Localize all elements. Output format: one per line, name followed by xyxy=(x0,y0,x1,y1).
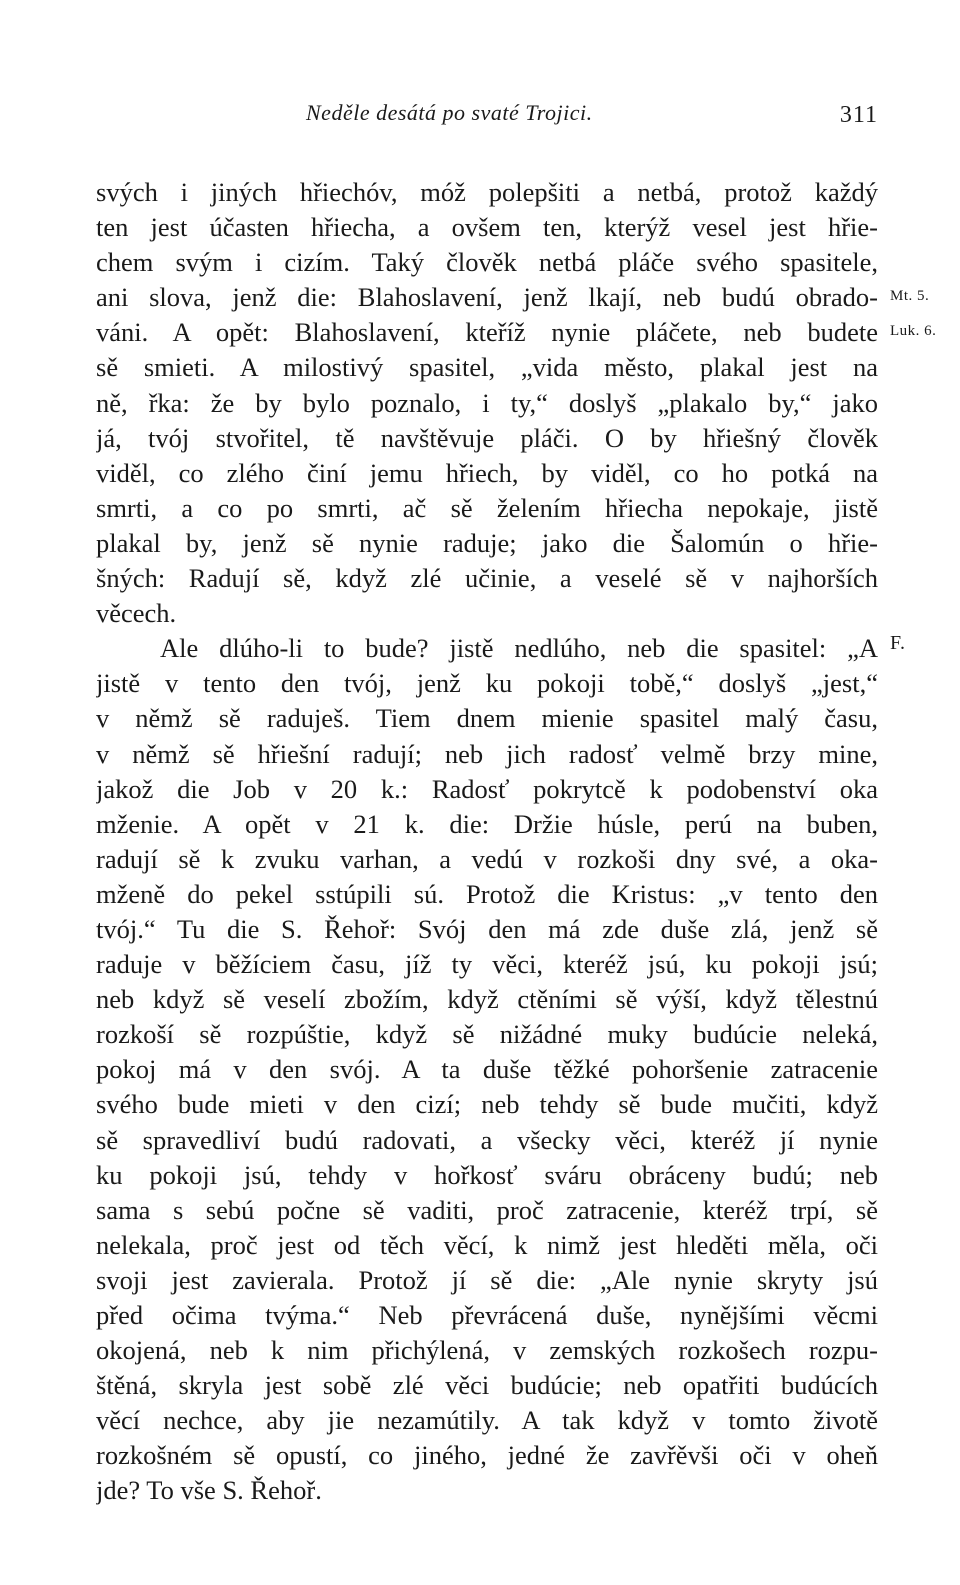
text-line: ku pokoji jsú, tehdy v hořkosť sváru obráceny budú; neb xyxy=(96,1159,878,1190)
text-line: váni. A opět: Blahoslavení, kteříž nynie pláčete, neb budete xyxy=(96,317,878,348)
text-line: sama s sebú počne sě vaditi, proč zatracenie, kteréž trpí, sě xyxy=(96,1194,878,1225)
text-line: svoji jest zavierala. Protož jí sě die: „Ale nynie skryty jsú xyxy=(96,1264,878,1295)
text-line: neb když sě veselí zbožím, když ctěními sě výší, když tělestnú xyxy=(96,984,878,1015)
text-line: ani slova, jenž die: Blahoslavení, jenž lkají, neb budú obrado- xyxy=(96,282,878,313)
text-line: ten jest účasten hřiecha, a ovšem ten, kterýž vesel jest hřie- xyxy=(96,212,878,243)
text-line: rozkošném sě opustí, co jiného, jedné že zavřěvši oči v oheň xyxy=(96,1440,878,1471)
text-line: rozkoší sě rozpúštie, když sě nižádné muky budúcie neleká, xyxy=(96,1019,878,1050)
text-line: mženě do pekel sstúpili sú. Protož die Kristus: „v tento den xyxy=(96,878,878,909)
body-text xyxy=(96,175,878,1509)
text-line: jakož die Job v 20 k.: Radosť pokrytcě k podobenství oka xyxy=(96,773,878,804)
text-line: ně, řka: že by bylo poznalo, i ty,“ doslyš „plakalo by,“ jako xyxy=(96,387,878,418)
text-line: sě smieti. A milostivý spasitel, „vida město, plakal jest na xyxy=(96,352,878,383)
text-line: plakal by, jenž sě nynie raduje; jako die Šalomún o hřie- xyxy=(96,527,878,558)
text-line: smrti, a co po smrti, ač sě želením hřiecha nepokaje, jistě xyxy=(96,492,878,523)
text-line: nelekala, proč jest od těch věcí, k nimž jest hleděti měla, oči xyxy=(96,1229,878,1260)
text-line: viděl, co zlého činí jemu hřiech, by viděl, co ho potká na xyxy=(96,457,878,488)
text-line: v němž sě raduješ. Tiem dnem mienie spasitel malý času, xyxy=(96,703,878,734)
margin-note-luk6: Luk. 6. xyxy=(890,323,937,339)
text-line: pokoj má v den svój. A ta duše těžké pohoršenie zatracenie xyxy=(96,1054,878,1085)
text-line: okojená, neb k nim přichýlená, v zemských rozkošech rozpu- xyxy=(96,1335,878,1366)
text-line: věcí nechce, aby jie nezamútily. A tak když v tomto životě xyxy=(96,1405,878,1436)
text-line: tvój.“ Tu die S. Řehoř: Svój den má zde duše zlá, jenž sě xyxy=(96,913,878,944)
running-title: Neděle desátá po svaté Trojici. xyxy=(306,100,593,125)
text-line: Ale dlúho-li to bude? jistě nedlúho, neb die spasitel: „A xyxy=(160,633,878,664)
text-line: štěná, skryla jest sobě zlé věci budúcie; neb opatřiti budúcích xyxy=(96,1370,878,1401)
text-line: sě spravedliví budú radovati, a všecky věci, kteréž jí nynie xyxy=(96,1124,878,1155)
text-line: před očima tvýma.“ Neb převrácená duše, nynějšími věcmi xyxy=(96,1300,878,1330)
text-line: já, tvój stvořitel, tě navštěvuje pláči. O by hřiešný člověk xyxy=(96,422,878,453)
text-line: šných: Radují sě, když zlé učinie, a veselé sě v najhorších xyxy=(96,563,878,594)
margin-note-mt5: Mt. 5. xyxy=(890,288,930,304)
margin-note-f: F. xyxy=(890,632,906,654)
text-line: svých i jiných hřiechóv, móž polepšiti a netbá, protož každý xyxy=(96,177,878,207)
text-line: chem svým i cizím. Taký člověk netbá pláče svého spasitele, xyxy=(96,247,878,278)
text-line: raduje v běžíciem času, jíž ty věci, kteréž jsú, ku pokoji jsú; xyxy=(96,949,878,980)
text-line: radují sě k zvuku varhan, a vedú v rozkoši dny své, a oka- xyxy=(96,843,878,874)
page-header xyxy=(96,100,878,140)
text-line: mženie. A opět v 21 k. die: Držie húsle, perú na buben, xyxy=(96,808,878,839)
text-line: svého bude mieti v den cizí; neb tehdy sě bude mučiti, když xyxy=(96,1089,878,1120)
text-line: jistě v tento den tvój, jenž ku pokoji tobě,“ doslyš „jest,“ xyxy=(96,668,878,699)
page-number: 311 xyxy=(839,102,878,128)
text-line: jde? To vše S. Řehoř. xyxy=(96,1475,322,1506)
text-line: v němž sě hřiešní radují; neb jich radosť velmě brzy mine, xyxy=(96,738,878,769)
text-line: věcech. xyxy=(96,598,177,629)
